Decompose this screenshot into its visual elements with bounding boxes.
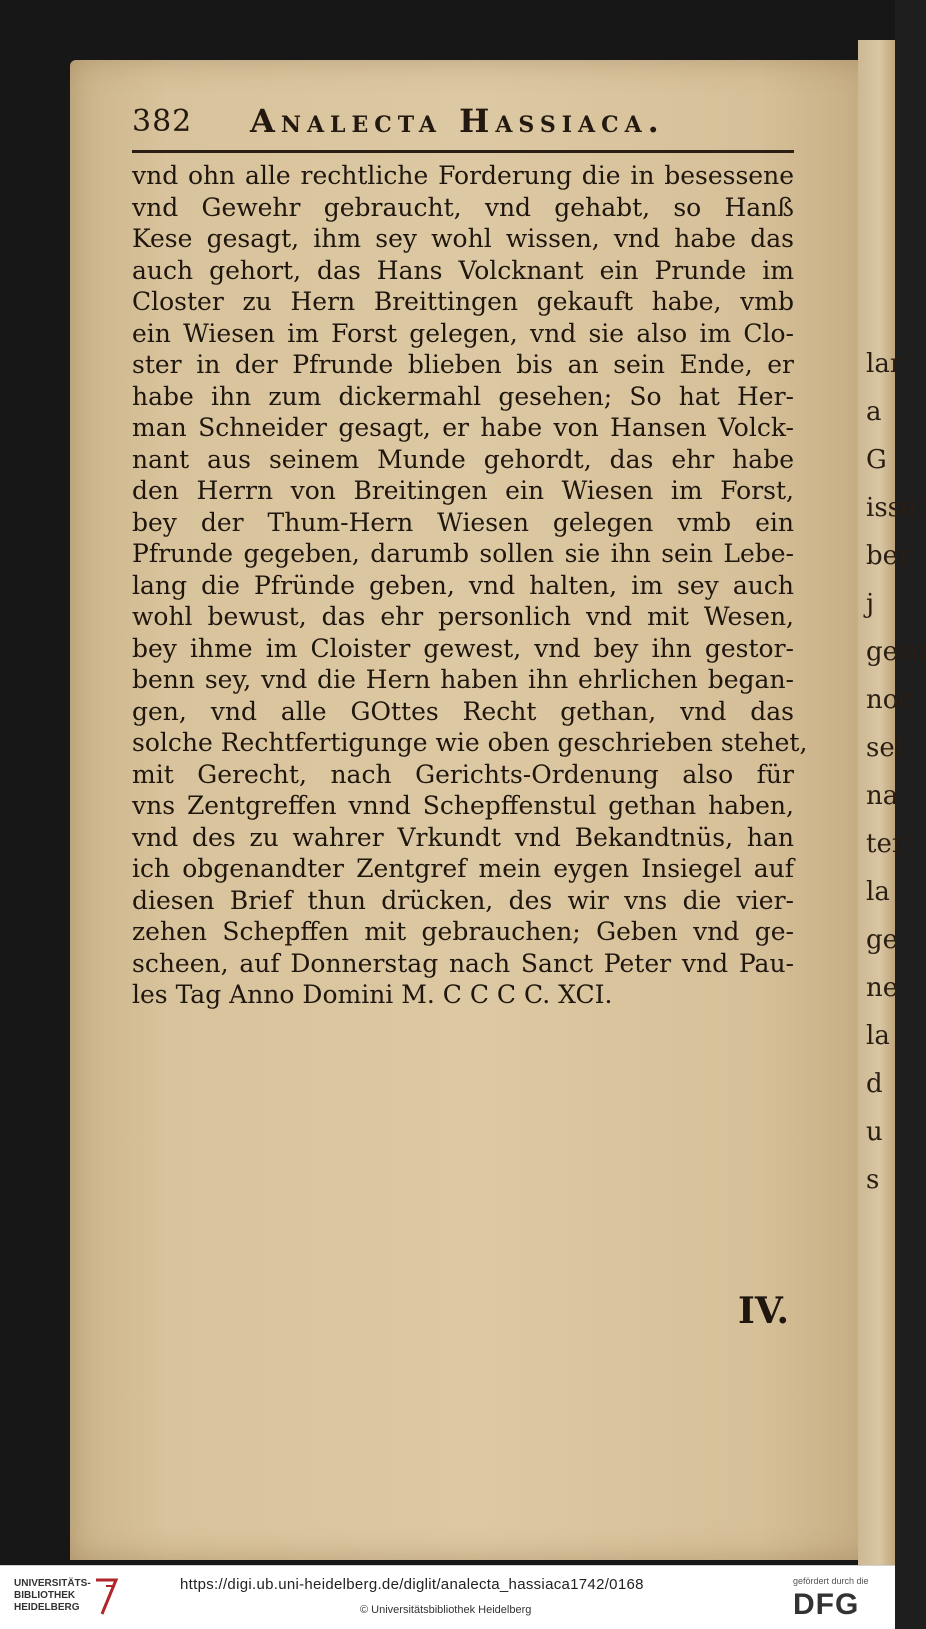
text-line: diesen Brief thun drücken, des wir vns die vier- <box>132 885 794 915</box>
text-line: man Schneider gesagt, er habe von Hansen Volck- <box>132 413 794 442</box>
text-line: ein Wiesen im Forst gelegen, vnd sie also im Clo- <box>132 318 794 348</box>
spine-fragment: gesc <box>866 637 926 667</box>
text-line: lang die Pfründe geben, vnd halten, im sey auch <box>132 570 794 600</box>
spine-fragment: ber <box>866 541 911 571</box>
text-line: Closter zu Hern Breittingen gekauft habe, vmb <box>132 287 794 316</box>
viewer-footer <box>0 1565 895 1629</box>
text-line: habe ihn zum dickermahl gesehen; So hat Her- <box>132 381 794 411</box>
funding-note: gefördert durch die <box>793 1576 869 1586</box>
spine-fragment: ter <box>866 829 905 859</box>
copyright-notice: © Universitätsbibliothek Heidelberg <box>360 1604 532 1616</box>
catchword: IV. <box>738 1290 790 1332</box>
spine-fragment: noc <box>866 685 913 715</box>
text-line: scheen, auf Donnerstag nach Sanct Peter vnd Pau- <box>132 948 794 978</box>
spine-fragment: la <box>866 1021 890 1051</box>
text-line: vns Zentgreffen vnnd Schepffenstul gethan haben, <box>132 791 794 820</box>
text-line: bey der Thum-Hern Wiesen gelegen vmb ein <box>132 507 794 537</box>
body-text <box>132 160 808 1011</box>
text-line: vnd Gewehr gebraucht, vnd gehabt, so Hanß <box>132 192 794 222</box>
text-line: zehen Schepffen mit gebrauchen; Geben vnd ge- <box>132 917 794 946</box>
spine-fragment: isse <box>866 493 917 523</box>
text-line: nant aus seinem Munde gehordt, das ehr habe <box>132 444 794 474</box>
spine-fragment: sel <box>866 733 904 763</box>
text-line: solche Rechtfertigunge wie oben geschrieben stehet, <box>132 728 808 757</box>
text-line: les Tag Anno Domini M. C C C C. XCI. <box>132 980 613 1009</box>
library-logo-text <box>14 1578 94 1614</box>
text-line: auch gehort, das Hans Volcknant ein Prunde im <box>132 255 794 285</box>
spine-fragment: s <box>866 1165 880 1195</box>
text-line: vnd ohn alle rechtliche Forderung die in besessene <box>132 161 794 190</box>
text-line: wohl bewust, das ehr personlich vnd mit Wesen, <box>132 602 794 631</box>
page-number: 382 <box>132 104 193 139</box>
spine-fragment: a <box>866 397 882 427</box>
text-line: ster in der Pfrunde blieben bis an sein Ende, er <box>132 350 794 379</box>
facing-page-fragments <box>866 340 926 1204</box>
library-name: UNIVERSITÄTS- BIBLIOTHEK HEIDELBERG <box>14 1578 91 1613</box>
running-header <box>132 100 822 142</box>
spine-fragment: lar <box>866 349 903 379</box>
spine-fragment: na <box>866 781 899 811</box>
text-line: vnd des zu wahrer Vrkundt vnd Bekandtnüs, han <box>132 822 794 852</box>
spine-fragment: j <box>866 589 875 619</box>
text-line: bey ihme im Cloister gewest, vnd bey ihn gestor- <box>132 633 794 663</box>
text-line: gen, vnd alle GOttes Recht gethan, vnd das <box>132 696 794 726</box>
spine-fragment: u <box>866 1117 883 1147</box>
spine-fragment: d <box>866 1069 883 1099</box>
text-line: mit Gerecht, nach Gerichts-Ordenung also für <box>132 759 794 789</box>
text-line: den Herrn von Breitingen ein Wiesen im Forst, <box>132 476 794 505</box>
library-emblem-icon <box>92 1576 120 1618</box>
spine-fragment: ne <box>866 973 899 1003</box>
text-line: benn sey, vnd die Hern haben ihn ehrlichen began- <box>132 665 794 694</box>
spine-fragment: G <box>866 445 887 475</box>
text-line: Kese gesagt, ihm sey wohl wissen, vnd habe das <box>132 224 794 253</box>
spine-fragment: ge <box>866 925 899 955</box>
header-rule <box>132 150 794 153</box>
permalink-url[interactable]: https://digi.ub.uni-heidelberg.de/diglit/analecta_hassiaca1742/0168 <box>180 1576 644 1593</box>
spine-fragment: la <box>866 877 890 907</box>
running-title: Analecta Hassiaca. <box>250 102 665 140</box>
dfg-logo: DFG <box>793 1588 860 1621</box>
text-line: ich obgenandter Zentgref mein eygen Insiegel auf <box>132 854 794 883</box>
text-line: Pfrunde gegeben, darumb sollen sie ihn sein Lebe- <box>132 539 794 568</box>
